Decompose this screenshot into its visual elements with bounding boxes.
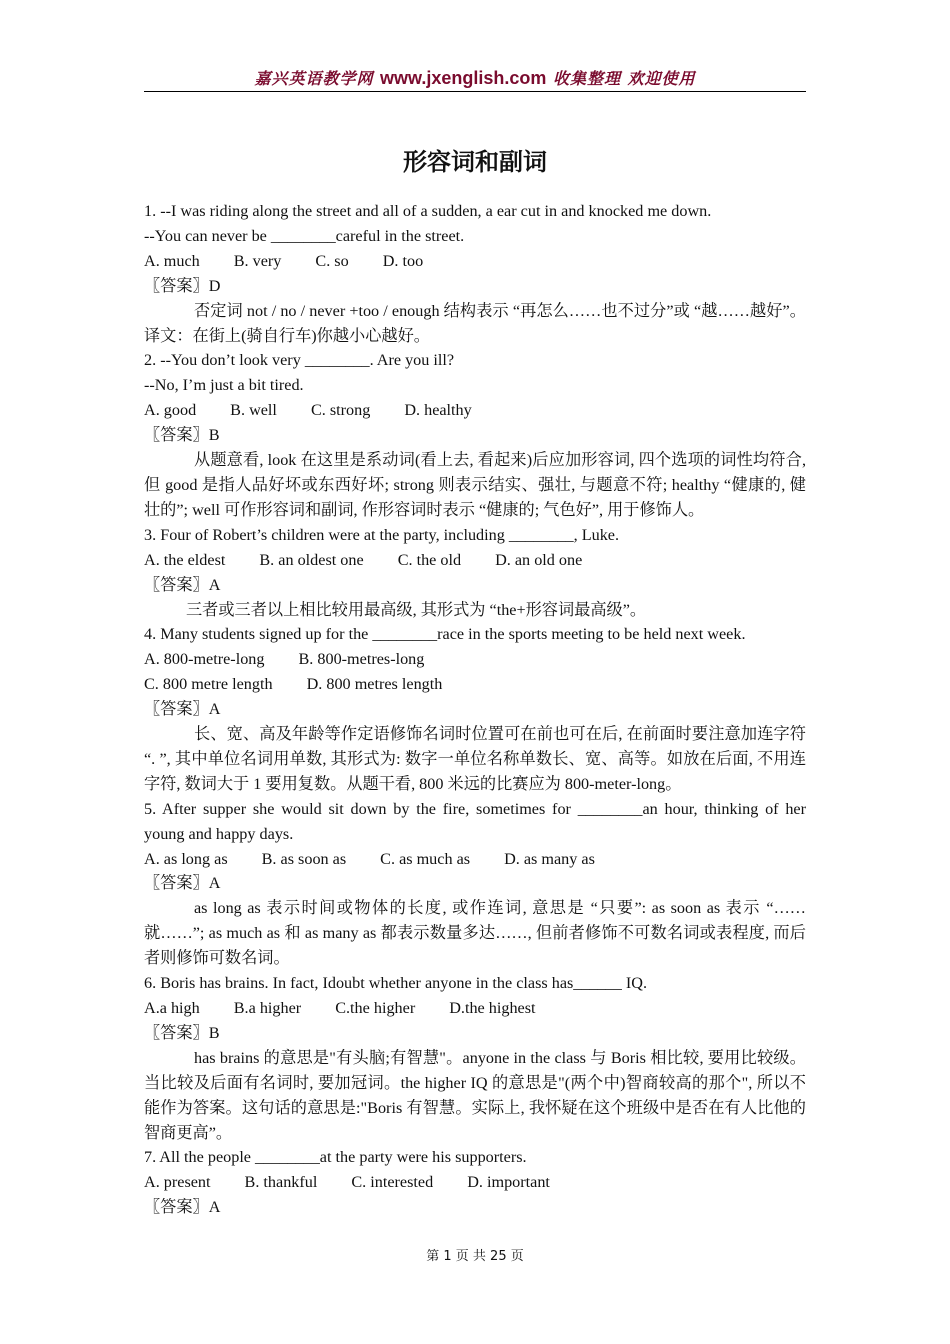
answer-option: C.the higher bbox=[335, 999, 416, 1017]
question-block bbox=[144, 797, 806, 971]
header-site-link[interactable]: www.jxenglish.com bbox=[380, 68, 547, 88]
header-divider bbox=[144, 91, 806, 92]
question-block bbox=[144, 199, 806, 348]
answer-key: 〖答案〗A bbox=[144, 575, 221, 594]
options-row bbox=[144, 672, 806, 697]
answer-option: B. 800-metres-long bbox=[298, 650, 425, 669]
answer-option: A.a high bbox=[144, 999, 200, 1017]
answer-option: C. 800 metre length bbox=[144, 675, 273, 694]
answer-explanation: has brains 的意思是"有头脑;有智慧"。anyone in the class 与 Boris 相比较, 要用比较级。当比较及后面有名词时, 要加冠词。the higher IQ 的意思是"(两个中)智商较高的那个", 所以不能作为答案。这句话的意思是:"Boris 有智慧。实际上, 我怀疑在这个班级中是否在有人比他的智商更高”。 bbox=[144, 1048, 806, 1142]
answer-key: 〖答案〗A bbox=[144, 874, 221, 893]
answer-option: B.a higher bbox=[233, 999, 302, 1017]
answer-option: D. an old one bbox=[495, 550, 583, 569]
answer-option: A. good bbox=[144, 401, 197, 420]
answer-option: D. important bbox=[467, 1173, 550, 1192]
question-stem: 4. Many students signed up for the ________race in the sports meeting to be held next week. bbox=[144, 625, 746, 644]
answer-key: 〖答案〗B bbox=[144, 426, 220, 445]
question-stem: --You can never be ________careful in the street. bbox=[144, 226, 465, 245]
answer-option: D. 800 metres length bbox=[306, 675, 443, 694]
options-row bbox=[144, 847, 806, 872]
options-row bbox=[144, 548, 806, 573]
question-stem: 5. After supper she would sit down by the fire, sometimes for ________an hour, thinking of her young and happy days. bbox=[144, 799, 806, 843]
answer-option: D. healthy bbox=[404, 401, 472, 420]
question-stem: 7. All the people ________at the party were his supporters. bbox=[144, 1148, 527, 1167]
question-block bbox=[144, 523, 806, 623]
answer-option: A. the eldest bbox=[144, 550, 226, 569]
answer-option: C. strong bbox=[310, 401, 371, 420]
answer-explanation: 三者或三者以上相比较用最高级, 其形式为 “the+形容词最高级”。 bbox=[186, 600, 647, 619]
answer-option: B. very bbox=[233, 251, 282, 270]
answer-key: 〖答案〗A bbox=[144, 700, 221, 719]
answer-key: 〖答案〗B bbox=[144, 1023, 220, 1042]
header-left-text: 嘉兴英语教学网 bbox=[254, 69, 374, 88]
question-block bbox=[144, 1145, 806, 1220]
answer-explanation: 从题意看, look 在这里是系动词(看上去, 看起来)后应加形容词, 四个选项的词性均符合, 但 good 是指人品好坏或东西好坏; strong 则表示结实、强壮, 与题意不符; healthy “健康的, 健壮的”; well 可作形容词和副词, 作形容词时表示 “健康的; 气色好”, 用于修饰人。 bbox=[144, 451, 806, 519]
answer-option: C. interested bbox=[351, 1173, 434, 1192]
page-footer: 第 1 页 共 25 页 bbox=[426, 1249, 524, 1264]
answer-option: A. as long as bbox=[144, 849, 228, 868]
answer-option: C. the old bbox=[397, 550, 462, 569]
answer-option: A. 800-metre-long bbox=[144, 650, 265, 669]
question-list bbox=[144, 199, 806, 1220]
answer-explanation: 长、宽、高及年龄等作定语修饰名词时位置可在前也可在后, 在前面时要注意加连字符 “. ”, 其中单位名词用单数, 其形式为: 数字一单位名称单数长、宽、高等。如放在后面, 不用连字符, 数词大于 1 要用复数。从题干看, 800 米远的比赛应为 800-meter-long。 bbox=[144, 725, 806, 793]
answer-option: C. as much as bbox=[380, 849, 471, 868]
question-stem: 1. --I was riding along the street and all of a sudden, a ear cut in and knocked me down. bbox=[144, 202, 712, 220]
question-block bbox=[144, 622, 806, 796]
header-right-text: 收集整理 欢迎使用 bbox=[552, 69, 696, 88]
answer-explanation: as long as 表示时间或物体的长度, 或作连词, 意思是 “只要”: as soon as 表示 “……就……”; as much as 和 as many as 都表示数量多达……, 但前者修饰不可数名词或表程度, 而后者则修饰可数名词。 bbox=[144, 899, 806, 968]
answer-option: B. thankful bbox=[244, 1173, 318, 1192]
answer-option: D.the highest bbox=[449, 999, 536, 1017]
question-block bbox=[144, 971, 806, 1145]
options-row bbox=[144, 1170, 806, 1195]
answer-explanation: 否定词 not / no / never +too / enough 结构表示 “再怎么……也不过分”或 “越……越好”。译文：在街上(骑自行车)你越小心越好。 bbox=[144, 301, 806, 345]
options-row bbox=[144, 249, 806, 274]
answer-option: B. well bbox=[230, 401, 277, 420]
answer-option: B. as soon as bbox=[261, 849, 347, 868]
answer-option: A. much bbox=[144, 251, 200, 270]
question-stem: 2. --You don’t look very ________. Are you ill? bbox=[144, 351, 455, 370]
options-row bbox=[144, 647, 806, 672]
answer-option: C. so bbox=[315, 251, 349, 270]
question-stem: --No, I’m just a bit tired. bbox=[144, 376, 304, 395]
answer-key: 〖答案〗D bbox=[144, 276, 221, 295]
answer-option: B. an oldest one bbox=[259, 550, 364, 569]
answer-option: D. as many as bbox=[504, 849, 595, 868]
answer-key: 〖答案〗A bbox=[144, 1198, 221, 1217]
page-title: 形容词和副词 bbox=[403, 148, 547, 176]
answer-option: A. present bbox=[144, 1173, 211, 1192]
question-stem: 6. Boris has brains. In fact, Idoubt whether anyone in the class has______ IQ. bbox=[144, 974, 648, 993]
options-row bbox=[144, 398, 806, 423]
question-block bbox=[144, 348, 806, 522]
question-stem: 3. Four of Robert’s children were at the party, including ________, Luke. bbox=[144, 525, 620, 544]
options-row bbox=[144, 996, 806, 1021]
answer-option: D. too bbox=[382, 251, 424, 270]
page-header bbox=[144, 66, 806, 89]
